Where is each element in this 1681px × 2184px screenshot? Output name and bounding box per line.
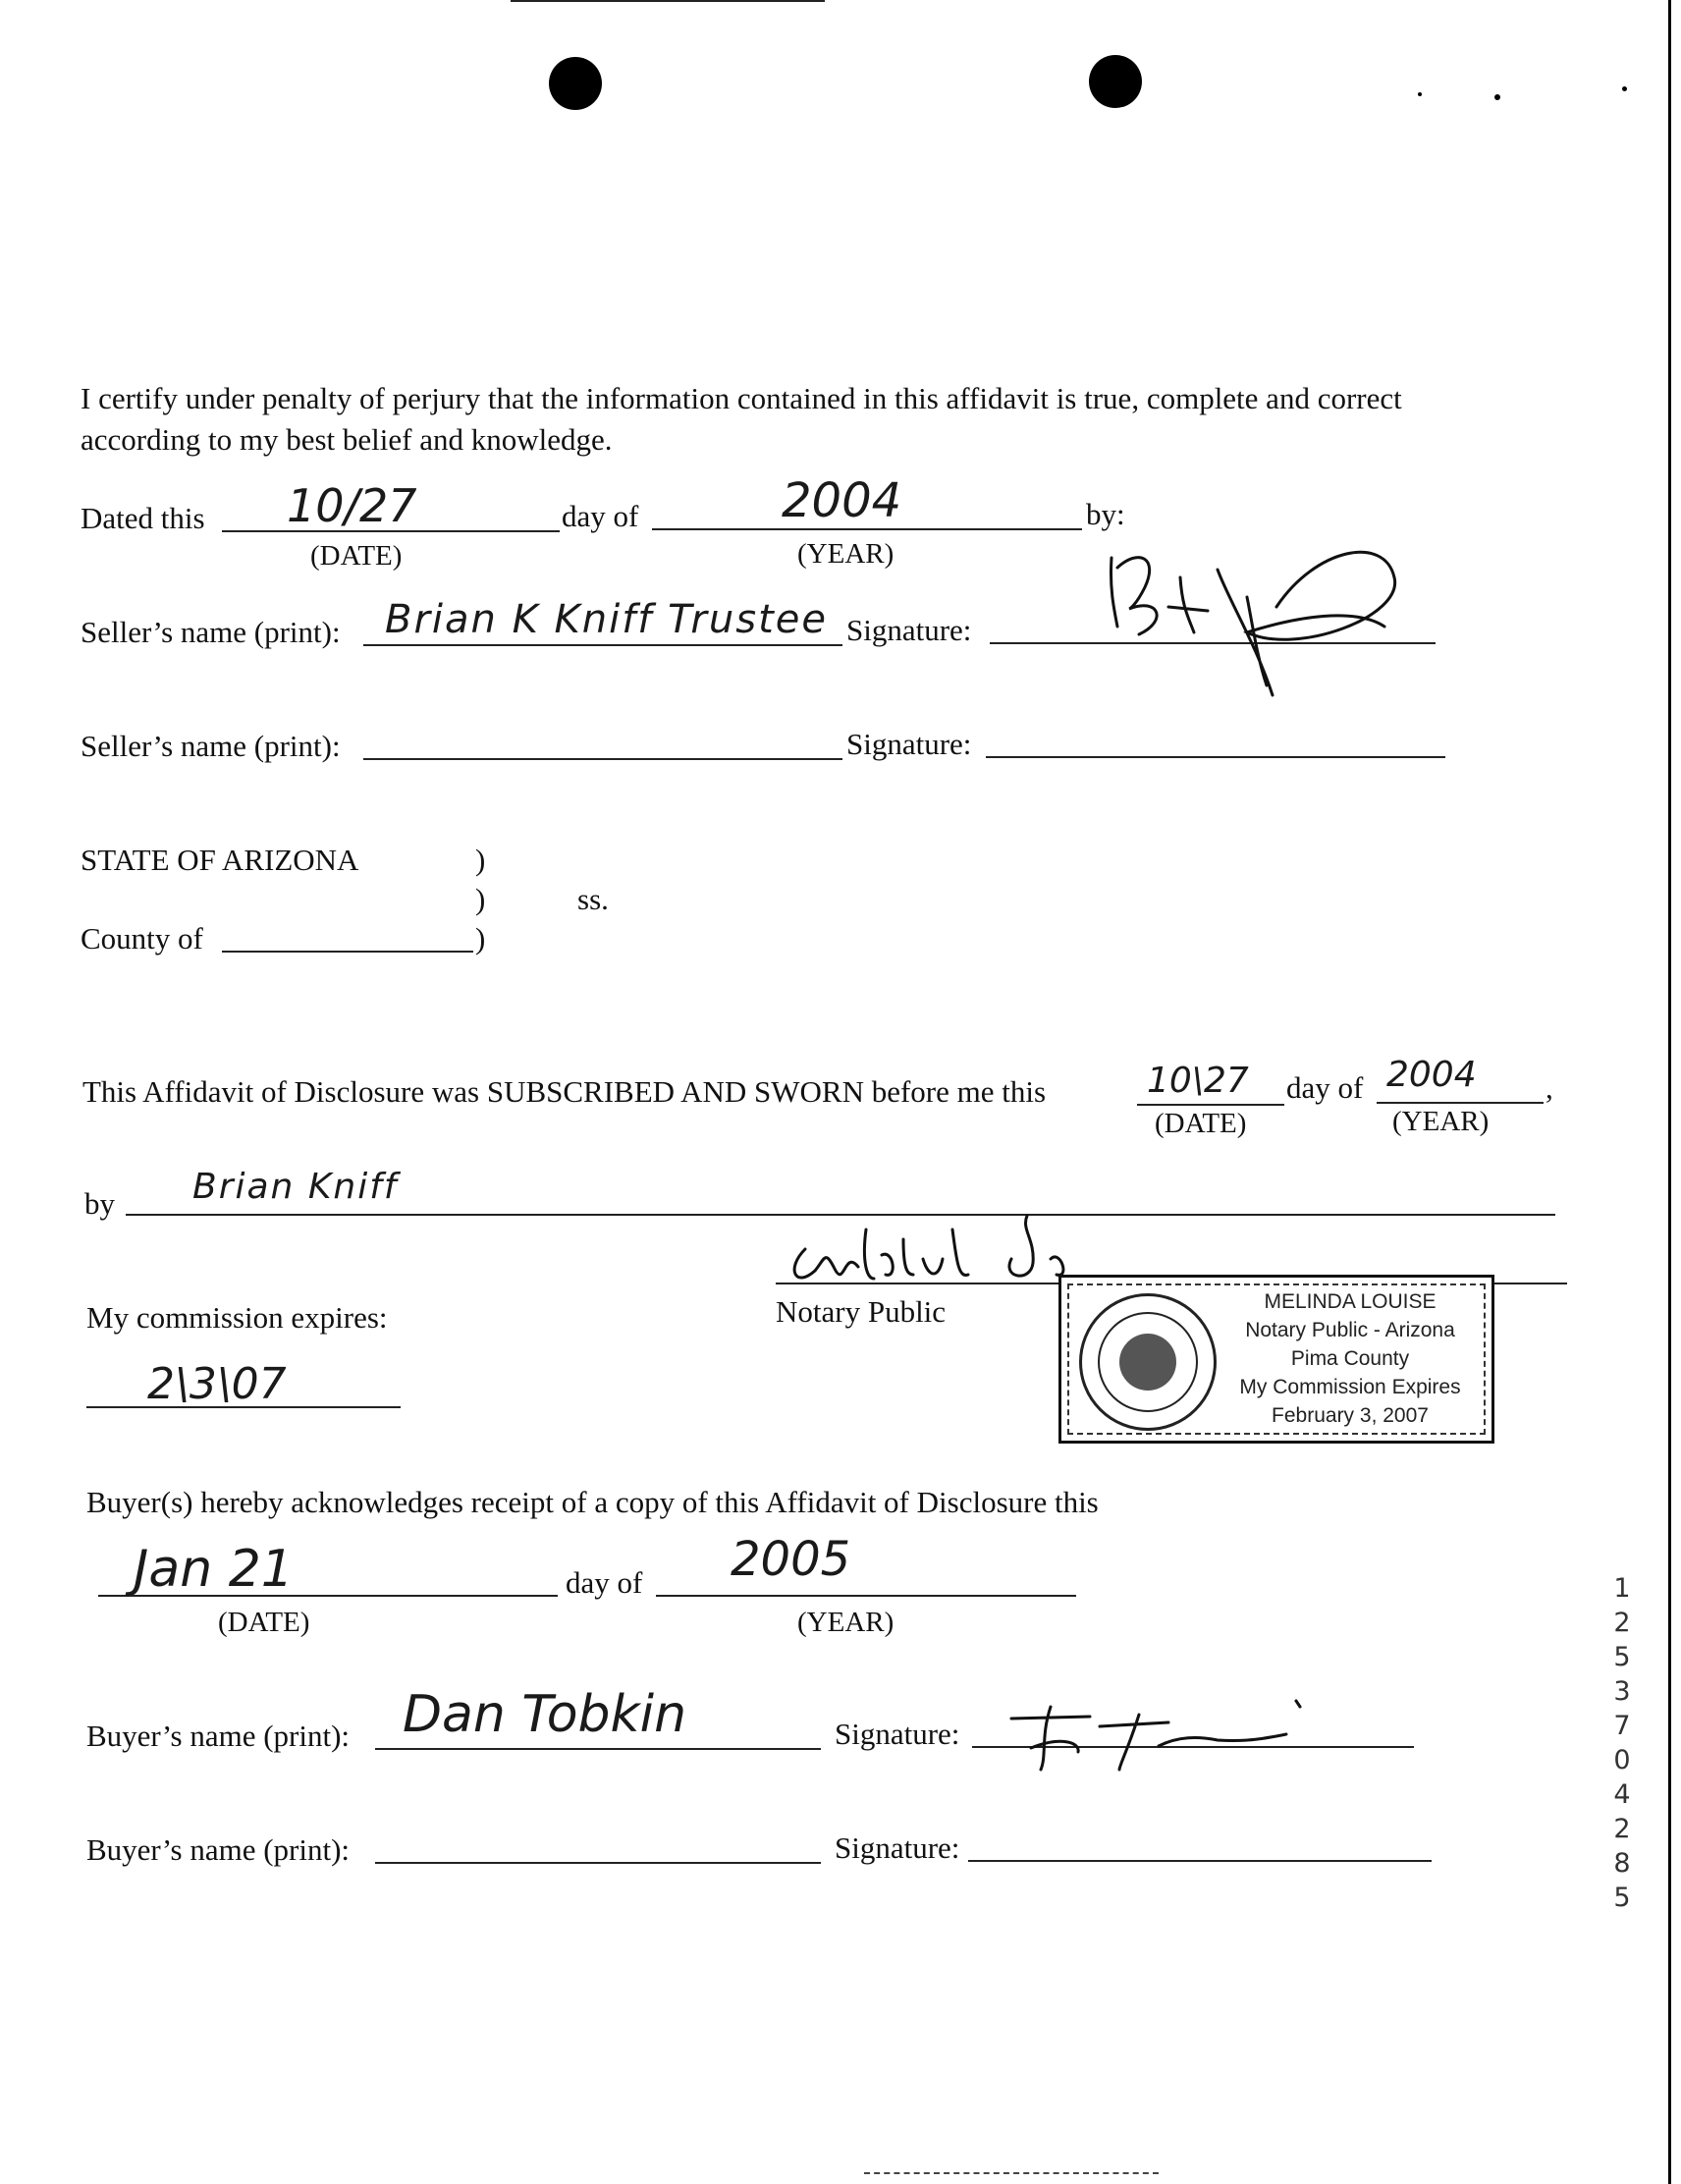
seller2-signature-line	[986, 756, 1445, 758]
sworn-date-value[interactable]: 10\27	[1147, 1061, 1249, 1101]
seller2-signature-label: Signature:	[846, 727, 972, 761]
buyer1-name-line	[375, 1748, 821, 1750]
margin-digit: 4	[1613, 1779, 1631, 1810]
notary-stamp	[1058, 1275, 1494, 1444]
certify-line-2: according to my best belief and knowledge.	[81, 422, 613, 457]
margin-digit: 7	[1613, 1711, 1631, 1741]
venue-paren-3: )	[475, 921, 486, 956]
margin-digit: 2	[1613, 1608, 1631, 1638]
venue-paren-1: )	[475, 843, 486, 877]
dated-prefix: Dated this	[81, 501, 205, 535]
stamp-text	[1219, 1287, 1482, 1430]
buyer1-name-label: Buyer’s name (print):	[86, 1719, 351, 1753]
margin-digit: 5	[1613, 1883, 1631, 1913]
seller1-name-label: Seller’s name (print):	[81, 615, 341, 649]
county-line	[222, 951, 473, 953]
margin-digit: 3	[1613, 1676, 1631, 1707]
punch-hole-left	[549, 57, 602, 110]
stamp-line: My Commission Expires	[1239, 1376, 1461, 1398]
state-of-arizona: STATE OF ARIZONA	[81, 843, 359, 877]
certify-line-1: I certify under penalty of perjury that the information contained in this affidavit is true, complete and correct	[81, 381, 1402, 415]
stamp-line: February 3, 2007	[1272, 1404, 1429, 1427]
sworn-date-caption: (DATE)	[1155, 1108, 1247, 1139]
sworn-day-of: day of	[1286, 1070, 1364, 1105]
sworn-text: This Affidavit of Disclosure was SUBSCRIBED AND SWORN before me this	[82, 1074, 1047, 1109]
buyer1-signature-label: Signature:	[835, 1717, 960, 1751]
by-label: by	[84, 1186, 115, 1221]
seller2-name-line	[363, 758, 842, 760]
buyer-ack-year-line	[656, 1595, 1076, 1597]
dated-date-value[interactable]: 10/27	[287, 479, 417, 532]
margin-document-number	[1602, 1571, 1642, 1915]
dated-by: by:	[1086, 497, 1125, 531]
scan-speck	[1494, 94, 1500, 100]
dated-year-value[interactable]: 2004	[782, 473, 902, 528]
top-edge-mark	[511, 0, 825, 2]
dated-date-caption: (DATE)	[310, 540, 403, 572]
buyer2-signature-label: Signature:	[835, 1830, 960, 1865]
by-value[interactable]: Brian Kniff	[192, 1167, 399, 1207]
margin-digit: 0	[1613, 1745, 1631, 1775]
buyer-ack-text: Buyer(s) hereby acknowledges receipt of a copy of this Affidavit of Disclosure this	[86, 1485, 1099, 1519]
buyer-ack-date-caption: (DATE)	[218, 1607, 310, 1638]
county-label: County of	[81, 921, 203, 956]
seller1-signature-label: Signature:	[846, 613, 972, 647]
dated-year-caption: (YEAR)	[797, 538, 895, 570]
punch-hole-right	[1089, 55, 1142, 108]
venue-paren-2: )	[475, 882, 486, 916]
margin-digit: 1	[1613, 1573, 1631, 1604]
seller1-signature	[1100, 538, 1492, 705]
bottom-edge-mark	[864, 2172, 1159, 2174]
scan-speck	[1418, 92, 1422, 96]
buyer2-signature-line	[968, 1860, 1432, 1862]
seller2-name-label: Seller’s name (print):	[81, 729, 341, 763]
stamp-line: Pima County	[1290, 1347, 1410, 1370]
venue-ss: ss.	[577, 882, 609, 916]
margin-digit: 2	[1613, 1814, 1631, 1844]
buyer-ack-date-value[interactable]: Jan 21	[134, 1540, 294, 1599]
stamp-line: Notary Public - Arizona	[1245, 1319, 1455, 1341]
buyer-ack-day-of: day of	[566, 1565, 643, 1600]
commission-value[interactable]: 2\3\07	[147, 1359, 287, 1409]
page-edge	[1668, 0, 1671, 2184]
buyer-ack-year-caption: (YEAR)	[797, 1607, 895, 1638]
dated-day-of: day of	[562, 499, 639, 533]
scan-speck	[1622, 86, 1627, 91]
great-seal-of-arizona	[1079, 1293, 1217, 1431]
seller1-name-line	[363, 644, 842, 646]
sworn-year-value[interactable]: 2004	[1386, 1055, 1477, 1095]
margin-digit: 5	[1613, 1642, 1631, 1672]
buyer2-name-line	[375, 1862, 821, 1864]
sworn-year-caption: (YEAR)	[1392, 1106, 1490, 1137]
commission-line	[86, 1406, 401, 1408]
buyer2-name-label: Buyer’s name (print):	[86, 1832, 351, 1867]
notary-public-label: Notary Public	[776, 1294, 947, 1329]
dated-year-line	[652, 528, 1082, 530]
commission-label: My commission expires:	[86, 1300, 388, 1335]
buyer1-signature	[972, 1687, 1345, 1775]
buyer1-name-value[interactable]: Dan Tobkin	[403, 1685, 687, 1744]
margin-digit: 8	[1613, 1848, 1631, 1879]
seller1-name-value[interactable]: Brian K Kniff Trustee	[385, 597, 828, 642]
stamp-line: MELINDA LOUISE	[1264, 1290, 1437, 1313]
buyer-ack-year-value[interactable]: 2005	[731, 1532, 851, 1587]
sworn-comma: ,	[1545, 1070, 1553, 1105]
